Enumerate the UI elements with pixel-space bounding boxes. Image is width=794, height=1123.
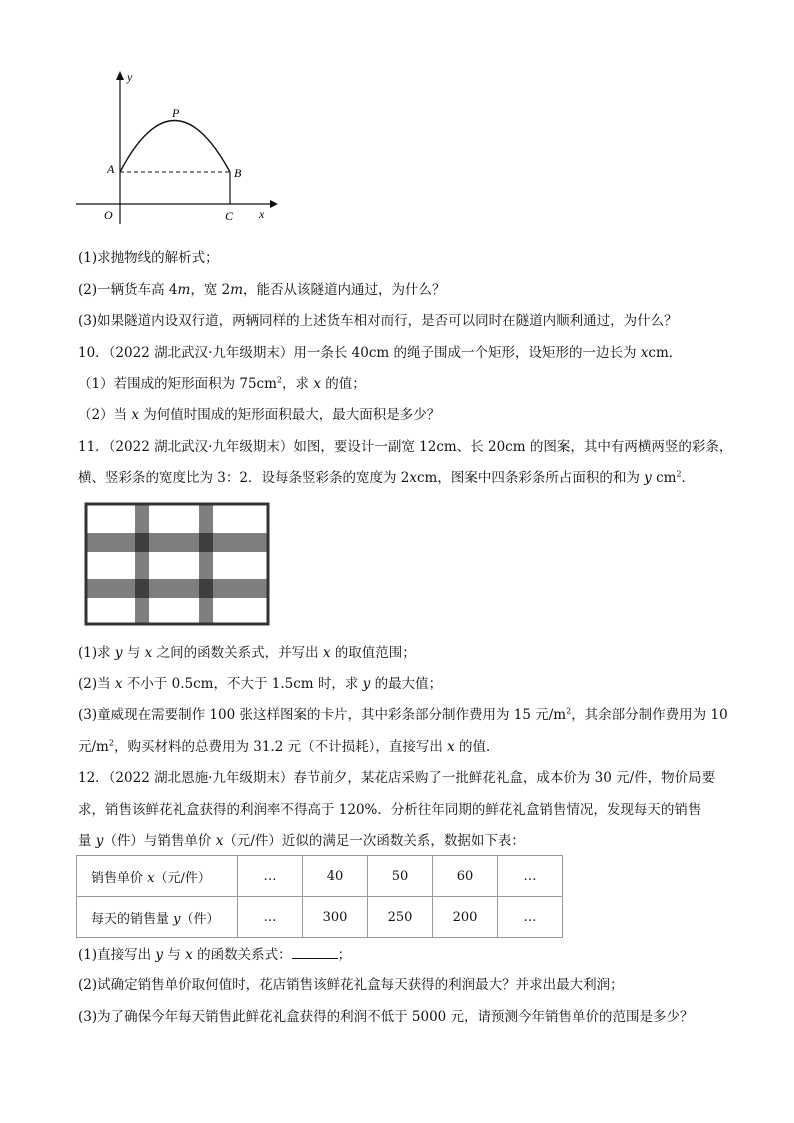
q12-part1: (1)直接写出 y 与 x 的函数关系式： ； — [78, 944, 351, 965]
table-cell: … — [238, 897, 303, 938]
label-o: O — [104, 208, 113, 222]
q11-part1: (1)求 y 与 x 之间的函数关系式，并写出 x 的取值范围； — [78, 645, 416, 661]
q12-stem-line3: 量 y（件）与销售单价 x（元/件）近似的满足一次函数关系，数据如下表： — [78, 833, 525, 849]
q11-stem-line2: 横、竖彩条的宽度比为 3：2．设每条竖彩条的宽度为 2xcm，图案中四条彩条所占面积的和为 y $cm^2$． — [78, 469, 696, 486]
stripe-pattern-figure — [84, 502, 270, 626]
y-axis-arrow — [116, 71, 124, 80]
vertical-stripe-left — [135, 504, 149, 624]
q11-part2: (2)当 x 不小于 0.5cm，不大于 1.5cm 时，求 y 的最大值； — [78, 676, 443, 692]
table-cell: 40 — [303, 856, 368, 897]
label-y: y — [127, 70, 133, 84]
q12-stem-line2: 求，销售该鲜花礼盒获得的利润率不得高于 120%．分析往年同期的鲜花礼盒销售情况，发现每天的销售 — [78, 802, 702, 818]
table-cell: … — [498, 897, 563, 938]
vertical-stripe-right — [199, 504, 213, 624]
q11-part3-line2: 元$/m^2$，购买材料的总费用为 31.2 元（不计损耗），直接写出 x 的值． — [78, 738, 500, 755]
q11-part3-line1: (3)童威现在需要制作 100 张这样图案的卡片，其中彩条部分制作费用为 15 元$/m^2$，其余部分制作费用为 10 — [78, 706, 728, 723]
label-x: x — [259, 207, 265, 221]
table-cell: 50 — [368, 856, 433, 897]
table-cell: 300 — [303, 897, 368, 938]
sales-data-table — [76, 855, 563, 938]
horizontal-stripe-bottom — [86, 579, 268, 598]
q9-part3: (3)如果隧道内设双行道，两辆同样的上述货车相对而行，是否可以同时在隧道内顺利通过，为什么？ — [78, 313, 678, 329]
parabola-tunnel-figure — [72, 66, 282, 231]
label-b: B — [234, 166, 242, 180]
x-axis-arrow — [270, 200, 278, 208]
pattern-background — [86, 504, 268, 624]
label-c: C — [225, 209, 234, 223]
horizontal-stripe-top — [86, 533, 268, 552]
table-row-quantity — [77, 897, 563, 938]
row-header-quantity: 每天的销售量 y（件） — [77, 897, 238, 938]
q10-stem: 10．（2022 湖北武汉·九年级期末）用一条长 40cm 的绳子围成一个矩形，设矩形的一边长为 xcm． — [78, 345, 683, 361]
table-cell: … — [238, 856, 303, 897]
q9-part2: (2)一辆货车高 4m，宽 2m，能否从该隧道内通过，为什么？ — [78, 282, 446, 298]
q12-part2: (2)试确定销售单价取何值时，花店销售该鲜花礼盒每天获得的利润最大？并求出最大利润； — [78, 977, 624, 993]
q10-part2: （2）当 x 为何值时围成的矩形面积最大，最大面积是多少？ — [78, 407, 441, 423]
q10-part1: （1）若围成的矩形面积为 $75cm^2$，求 x 的值； — [78, 375, 366, 392]
q9-part1: (1)求抛物线的解析式； — [78, 250, 219, 266]
table-cell: 60 — [433, 856, 498, 897]
q11-stem-line1: 11．（2022 湖北武汉·九年级期末）如图，要设计一副宽 12cm、长 20cm 的图案，其中有两横两竖的彩条， — [78, 439, 733, 455]
table-cell: 250 — [368, 897, 433, 938]
q12-stem-line1: 12．（2022 湖北恩施·九年级期末）春节前夕，某花店采购了一批鲜花礼盒，成本价为 30 元/件，物价局要 — [78, 770, 716, 786]
answer-blank[interactable] — [292, 944, 338, 959]
row-header-price: 销售单价 x（元/件） — [77, 856, 238, 897]
parabola-curve — [120, 121, 230, 173]
q12-part3: (3)为了确保今年每天销售此鲜花礼盒获得的利润不低于 5000 元，请预测今年销售单价的范围是多少？ — [78, 1009, 694, 1025]
table-row-price — [77, 856, 563, 897]
table-cell: … — [498, 856, 563, 897]
label-a: A — [107, 162, 115, 176]
label-p: P — [172, 106, 180, 120]
table-cell: 200 — [433, 897, 498, 938]
